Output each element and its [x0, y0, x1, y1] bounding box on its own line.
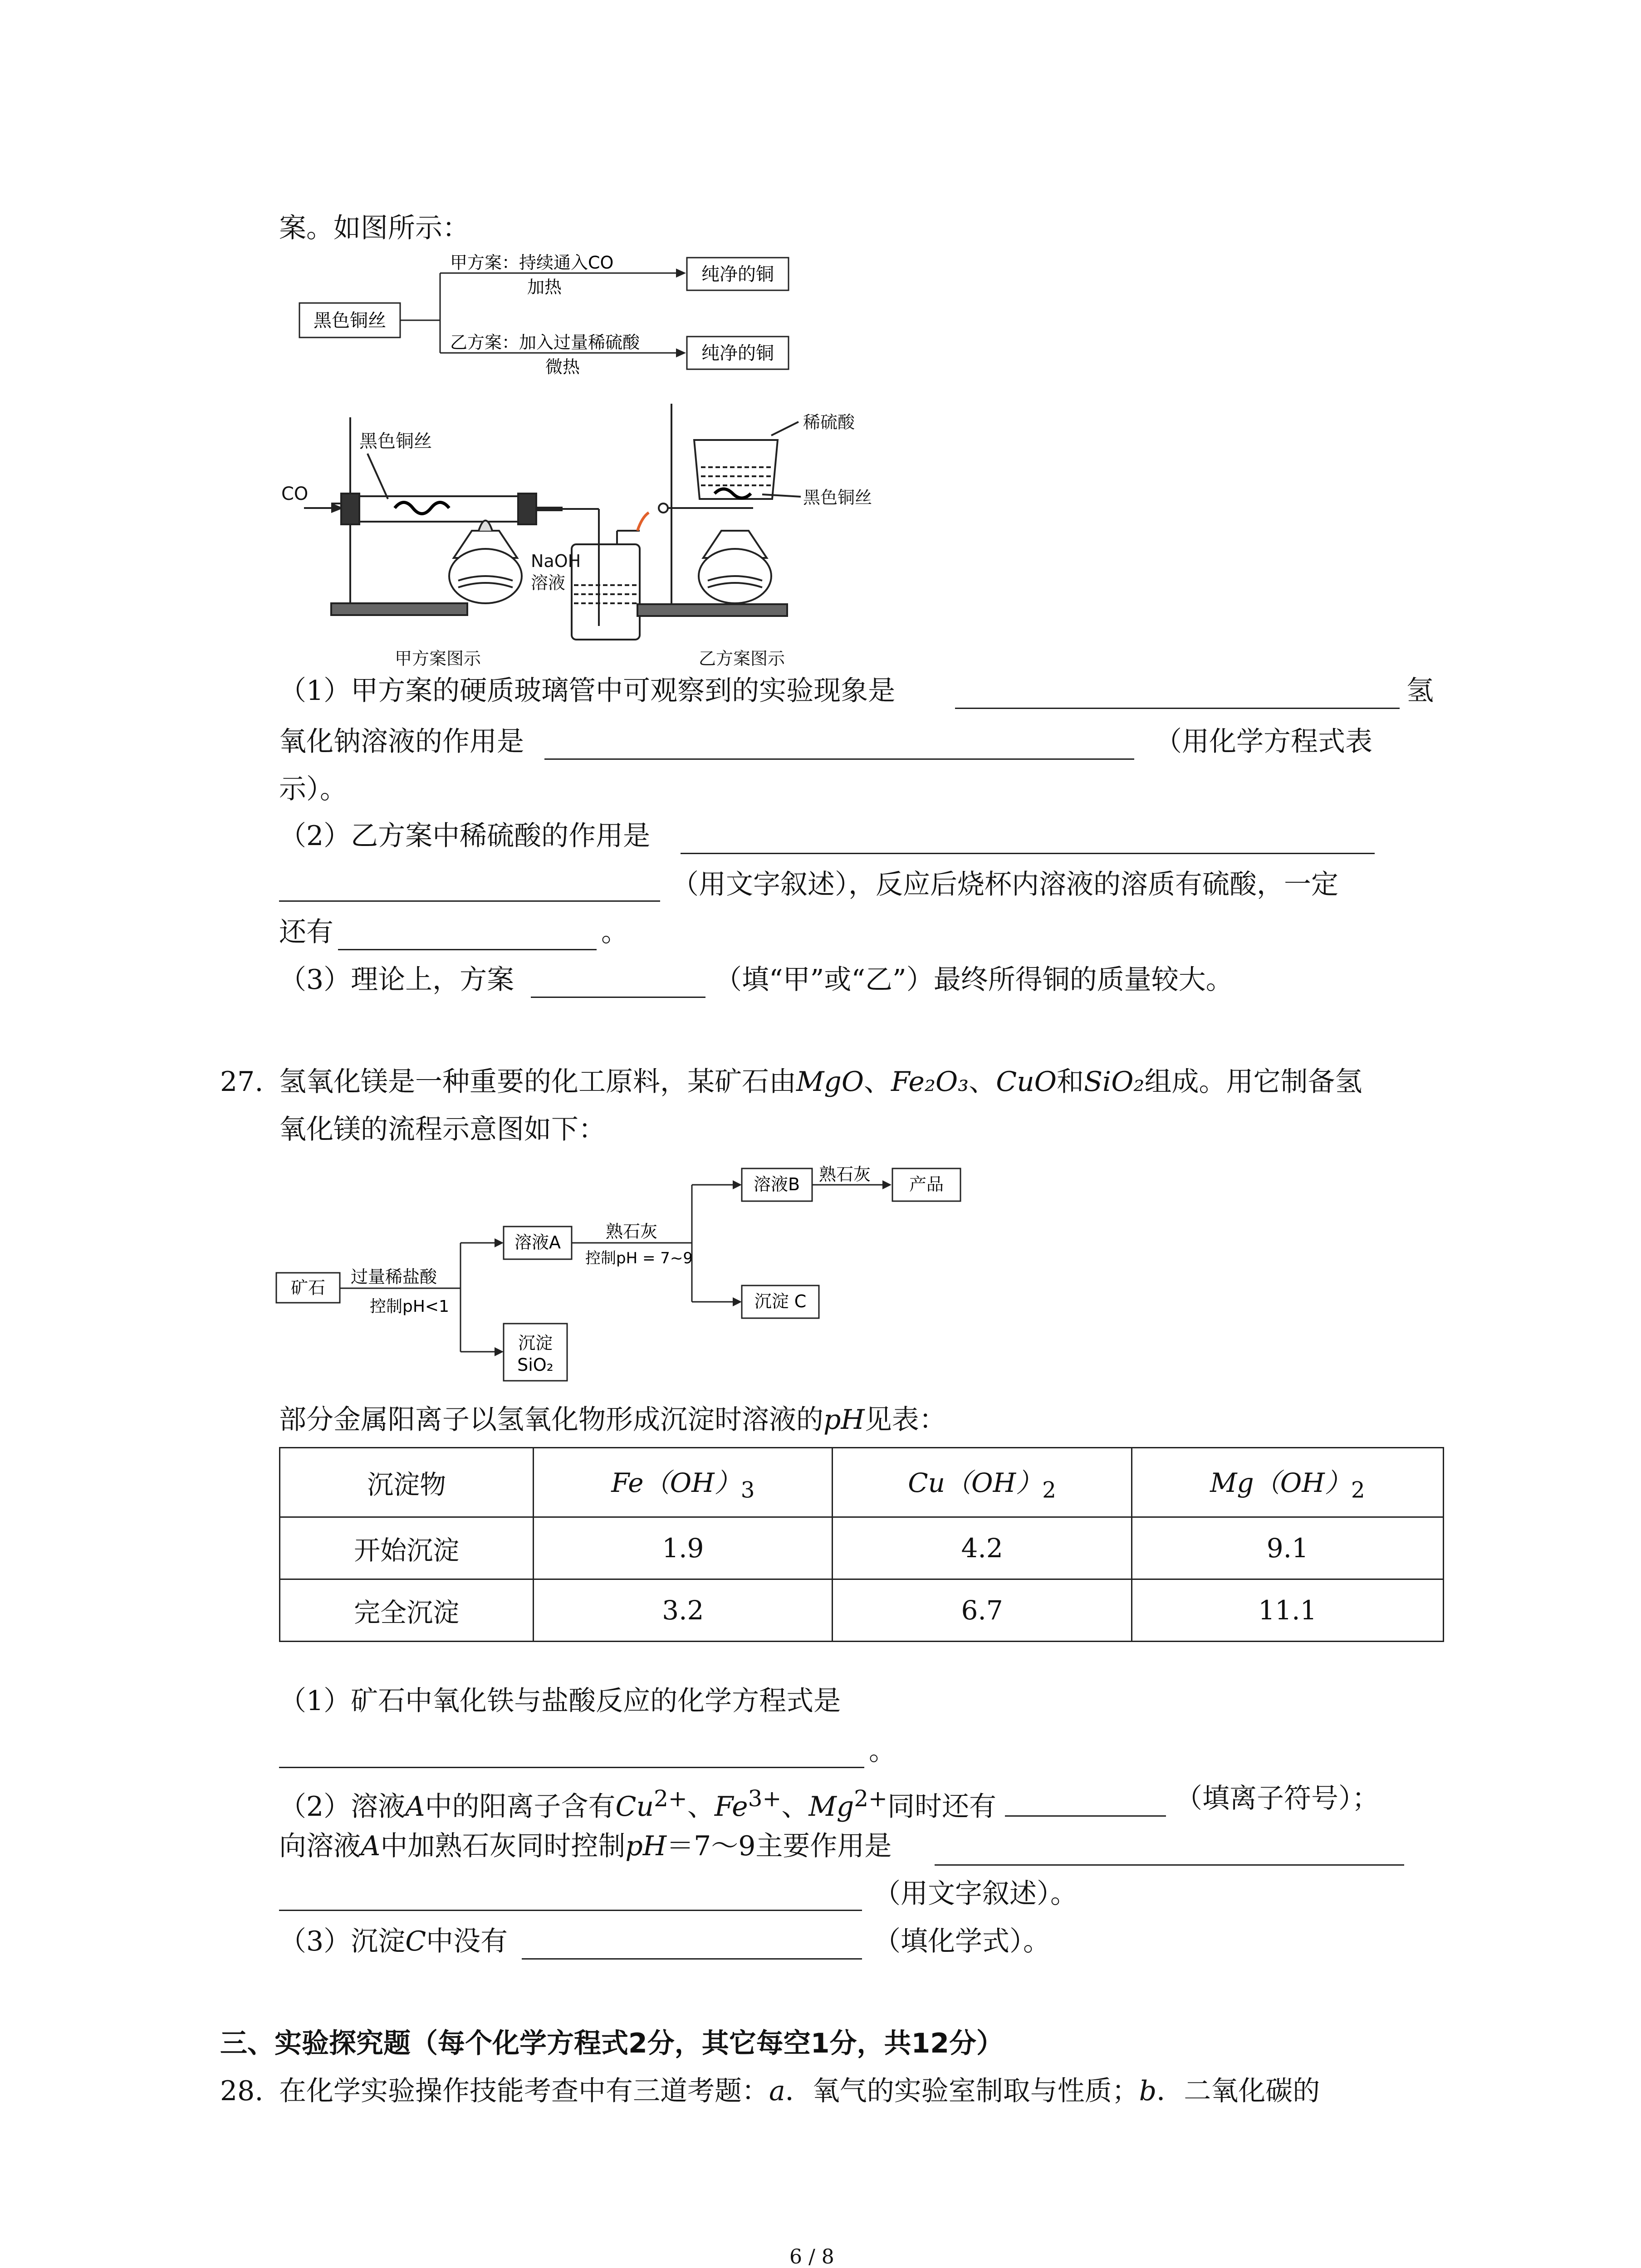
- q27-part1-text: （1）矿石中氧化铁与盐酸反应的化学方程式是: [279, 1685, 841, 1717]
- q26-part1-blank-2[interactable]: [544, 758, 1134, 760]
- ph-table-header: $Mg(OH)_2$: [1132, 1448, 1443, 1517]
- scheme-b-heat: 微热: [545, 357, 580, 377]
- q27-part2-line1: （2）溶液A中的阳离子含有$Cu^{2+}$、$Fe^{3+}$、$Mg^{2+}$同时还有: [279, 1785, 996, 1823]
- table-cell: 1.9: [534, 1517, 833, 1579]
- table-cell: 11.1: [1132, 1579, 1443, 1642]
- step1-condition: 控制pH<1: [370, 1297, 449, 1316]
- q27-part1-end: 。: [869, 1735, 896, 1767]
- table-cell: 6.7: [833, 1579, 1132, 1642]
- ph-table-header: 沉淀物: [280, 1448, 534, 1517]
- q27-part3-text: （3）沉淀C中没有: [279, 1926, 508, 1957]
- sio2-precipitate-label: 沉淀: [518, 1333, 553, 1353]
- process-flow-chart: [274, 1166, 1000, 1402]
- ph-table-header: $Cu(OH)_2$: [833, 1448, 1132, 1517]
- solution-b-label: 溶液B: [753, 1174, 800, 1194]
- table-cell: 9.1: [1132, 1517, 1443, 1579]
- sio2-formula: SiO₂: [517, 1355, 554, 1375]
- table-cell: 3.2: [534, 1579, 833, 1642]
- q26-part2-blank-1[interactable]: [681, 853, 1375, 854]
- ph-table-header-row: [280, 1448, 1444, 1517]
- scheme-b-condition: 乙方案：加入过量稀硫酸: [450, 332, 640, 352]
- black-copper-label-b: 黑色铜丝: [803, 488, 872, 508]
- q26-part2-line2: （用文字叙述），反应后烧杯内溶液的溶质有硫酸，一定: [671, 869, 1338, 900]
- table-intro: 部分金属阳离子以氢氧化物形成沉淀时溶液的pH见表：: [279, 1404, 946, 1436]
- section-3-heading: 三、实验探究题（每个化学方程式2分，其它每空1分，共12分）: [220, 2028, 1004, 2059]
- q27-line1: 氢氧化镁是一种重要的化工原料，某矿石由MgO、Fe₂O₃、CuO和SiO₂组成。用它制备氢: [279, 1066, 1362, 1098]
- q26-part1-line3: 示）。: [279, 773, 347, 805]
- step2-reagent: 熟石灰: [606, 1222, 658, 1242]
- solution-a-label: 溶液A: [514, 1232, 561, 1252]
- table-row: [280, 1579, 1444, 1642]
- scheme-b-caption: 乙方案图示: [699, 649, 785, 669]
- q27-part2-hint-1: （填离子符号）；: [1175, 1783, 1379, 1814]
- q26-part2-blank-2[interactable]: [279, 900, 660, 902]
- step2-condition: 控制pH = 7~9: [585, 1249, 693, 1267]
- q26-part2-text: （2）乙方案中稀硫酸的作用是: [279, 820, 651, 852]
- table-cell: 完全沉淀: [280, 1579, 534, 1642]
- scheme-a-apparatus: [281, 417, 649, 640]
- q26-part2-end: 。: [601, 916, 628, 948]
- black-copper-label-a: 黑色铜丝: [359, 431, 432, 452]
- q26-part1-hint: （用化学方程式表: [1155, 726, 1372, 758]
- q26-part3-text: （3）理论上，方案: [279, 964, 514, 996]
- q27-part3-blank[interactable]: [522, 1958, 862, 1960]
- scheme-a-condition: 甲方案：持续通入CO: [450, 254, 614, 273]
- table-cell: 开始沉淀: [280, 1517, 534, 1579]
- q28-line1: 在化学实验操作技能考查中有三道考题：a．氧气的实验室制取与性质；b．二氧化碳的: [279, 2075, 1320, 2107]
- q27-part2-blank-2[interactable]: [935, 1864, 1404, 1866]
- q26-part3-hint: （填“甲”或“乙”）最终所得铜的质量较大。: [715, 964, 1233, 996]
- ph-table: [279, 1447, 1444, 1642]
- q27-number: 27.: [220, 1066, 264, 1098]
- q26-part2-line3: 还有: [279, 916, 333, 948]
- product-label: 产品: [909, 1174, 944, 1194]
- q26-part1-text: （1）甲方案的硬质玻璃管中可观察到的实验现象是: [279, 675, 896, 707]
- q28-number: 28.: [220, 2075, 264, 2107]
- scheme-flow-diagram: [290, 254, 835, 386]
- q27-part3-hint: （填化学式）。: [873, 1926, 1050, 1957]
- step3-reagent: 熟石灰: [819, 1166, 871, 1184]
- precipitate-c-label: 沉淀 C: [754, 1291, 807, 1311]
- pure-copper-label-a: 纯净的铜: [701, 264, 774, 285]
- scheme-a-caption: 甲方案图示: [395, 649, 481, 669]
- q26-part3-blank[interactable]: [531, 997, 705, 998]
- page-number: 6 / 8: [789, 2245, 834, 2268]
- q27-part1-blank[interactable]: [279, 1767, 864, 1768]
- table-cell: 4.2: [833, 1517, 1132, 1579]
- scheme-a-heat: 加热: [527, 277, 562, 297]
- q26-part1-blank-1[interactable]: [955, 708, 1400, 709]
- q27-part2-blank-3[interactable]: [279, 1910, 862, 1911]
- q27-part2-blank-1[interactable]: [1005, 1815, 1166, 1817]
- step1-reagent: 过量稀盐酸: [351, 1267, 437, 1287]
- naoh-label: NaOH: [531, 551, 581, 571]
- q26-part1-text-cont: 氢: [1406, 675, 1434, 707]
- scheme-b-apparatus: [637, 404, 872, 616]
- q27-part2-line2: 向溶液A中加熟石灰同时控制pH＝7～9主要作用是: [279, 1830, 892, 1862]
- apparatus-illustration: [272, 395, 885, 685]
- black-copper-label: 黑色铜丝: [314, 310, 386, 331]
- q27-line2: 氧化镁的流程示意图如下：: [279, 1114, 606, 1145]
- co-label: CO: [281, 484, 309, 504]
- naoh-solution-label: 溶液: [531, 573, 566, 593]
- table-row: [280, 1517, 1444, 1579]
- q27-part2-hint-2: （用文字叙述）。: [873, 1878, 1078, 1910]
- acid-label: 稀硫酸: [803, 412, 855, 432]
- intro-line: 案。如图所示：: [279, 212, 470, 244]
- ph-table-header: $Fe(OH)_3$: [534, 1448, 833, 1517]
- q26-part2-blank-3[interactable]: [338, 949, 597, 950]
- ore-label: 矿石: [290, 1278, 326, 1298]
- pure-copper-label-b: 纯净的铜: [701, 343, 774, 364]
- q26-part1-line2: 氧化钠溶液的作用是: [279, 726, 524, 758]
